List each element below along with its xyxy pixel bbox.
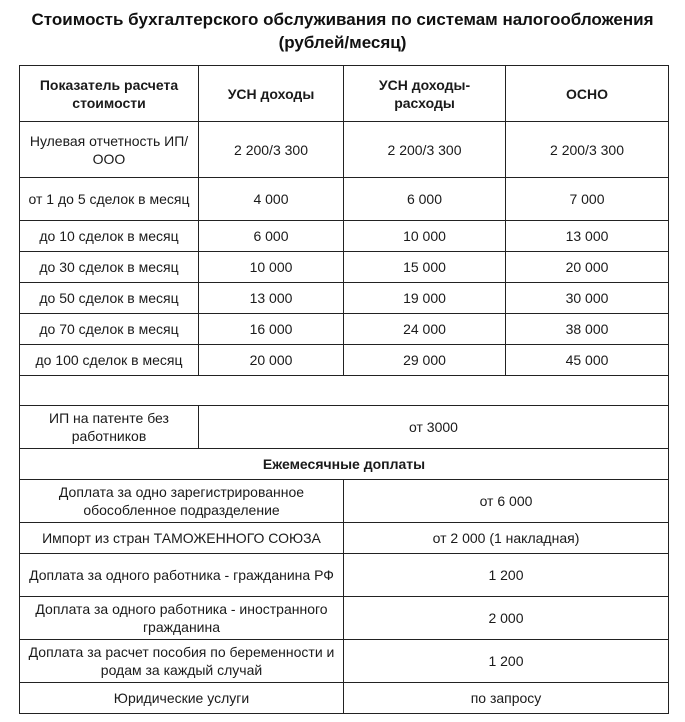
cell-usn-income: 10 000 <box>199 252 344 283</box>
extras-label: Юридические услуги <box>20 683 344 714</box>
extras-label: Доплата за расчет пособия по беременности и родам за каждый случай <box>20 640 344 683</box>
cell-osno: 13 000 <box>506 221 669 252</box>
extras-row <box>20 597 669 640</box>
cell-usn-income: 13 000 <box>199 283 344 314</box>
table-header-row <box>20 66 669 122</box>
extras-row <box>20 640 669 683</box>
table-row <box>20 314 669 345</box>
extras-heading-row <box>20 449 669 480</box>
cell-usn-income: 4 000 <box>199 178 344 221</box>
extras-label: Доплата за одного работника - иностранного гражданина <box>20 597 344 640</box>
table-row <box>20 283 669 314</box>
extras-row <box>20 554 669 597</box>
cell-osno: 7 000 <box>506 178 669 221</box>
cell-usn-income: 2 200/3 300 <box>199 122 344 178</box>
row-label: до 100 сделок в месяц <box>20 345 199 376</box>
table-row <box>20 122 669 178</box>
extras-value: от 2 000 (1 накладная) <box>344 523 669 554</box>
cell-usn-income-expense: 2 200/3 300 <box>344 122 506 178</box>
cell-usn-income-expense: 29 000 <box>344 345 506 376</box>
row-label: Нулевая отчетность ИП/ООО <box>20 122 199 178</box>
table-row <box>20 252 669 283</box>
table-row <box>20 221 669 252</box>
page-title-line-1: Стоимость бухгалтерского обслуживания по системам налогообложения <box>31 10 654 29</box>
cell-usn-income-expense: 19 000 <box>344 283 506 314</box>
patent-row <box>20 406 669 449</box>
extras-row <box>20 683 669 714</box>
cell-usn-income: 6 000 <box>199 221 344 252</box>
cell-usn-income-expense: 6 000 <box>344 178 506 221</box>
row-label: до 50 сделок в месяц <box>20 283 199 314</box>
cell-osno: 20 000 <box>506 252 669 283</box>
cell-usn-income: 16 000 <box>199 314 344 345</box>
page-title-line-2: (рублей/месяц) <box>278 33 407 52</box>
table-row <box>20 178 669 221</box>
cell-usn-income-expense: 15 000 <box>344 252 506 283</box>
extras-value: 1 200 <box>344 640 669 683</box>
cell-osno: 2 200/3 300 <box>506 122 669 178</box>
header-usn-income-expense: УСН доходы-расходы <box>344 66 506 122</box>
extras-heading: Ежемесячные доплаты <box>20 449 669 480</box>
cell-usn-income-expense: 24 000 <box>344 314 506 345</box>
extras-label: Импорт из стран ТАМОЖЕННОГО СОЮЗА <box>20 523 344 554</box>
header-osno: ОСНО <box>506 66 669 122</box>
row-label: от 1 до 5 сделок в месяц <box>20 178 199 221</box>
extras-label: Доплата за одного работника - гражданина РФ <box>20 554 344 597</box>
row-label: до 30 сделок в месяц <box>20 252 199 283</box>
extras-value: от 6 000 <box>344 480 669 523</box>
cell-usn-income-expense: 10 000 <box>344 221 506 252</box>
extras-value: 1 200 <box>344 554 669 597</box>
row-label: до 70 сделок в месяц <box>20 314 199 345</box>
spacer-cell <box>20 376 669 406</box>
table-row <box>20 345 669 376</box>
cell-osno: 45 000 <box>506 345 669 376</box>
extras-label: Доплата за одно зарегистрированное обособленное подразделение <box>20 480 344 523</box>
row-label: до 10 сделок в месяц <box>20 221 199 252</box>
cell-osno: 30 000 <box>506 283 669 314</box>
header-usn-income: УСН доходы <box>199 66 344 122</box>
pricing-table <box>19 65 669 714</box>
extras-row <box>20 480 669 523</box>
extras-value: по запросу <box>344 683 669 714</box>
header-indicator: Показатель расчета стоимости <box>20 66 199 122</box>
extras-value: 2 000 <box>344 597 669 640</box>
cell-usn-income: 20 000 <box>199 345 344 376</box>
spacer-row <box>20 376 669 406</box>
patent-value: от 3000 <box>199 406 669 449</box>
page-title <box>0 8 685 54</box>
cell-osno: 38 000 <box>506 314 669 345</box>
patent-label: ИП на патенте без работников <box>20 406 199 449</box>
extras-row <box>20 523 669 554</box>
